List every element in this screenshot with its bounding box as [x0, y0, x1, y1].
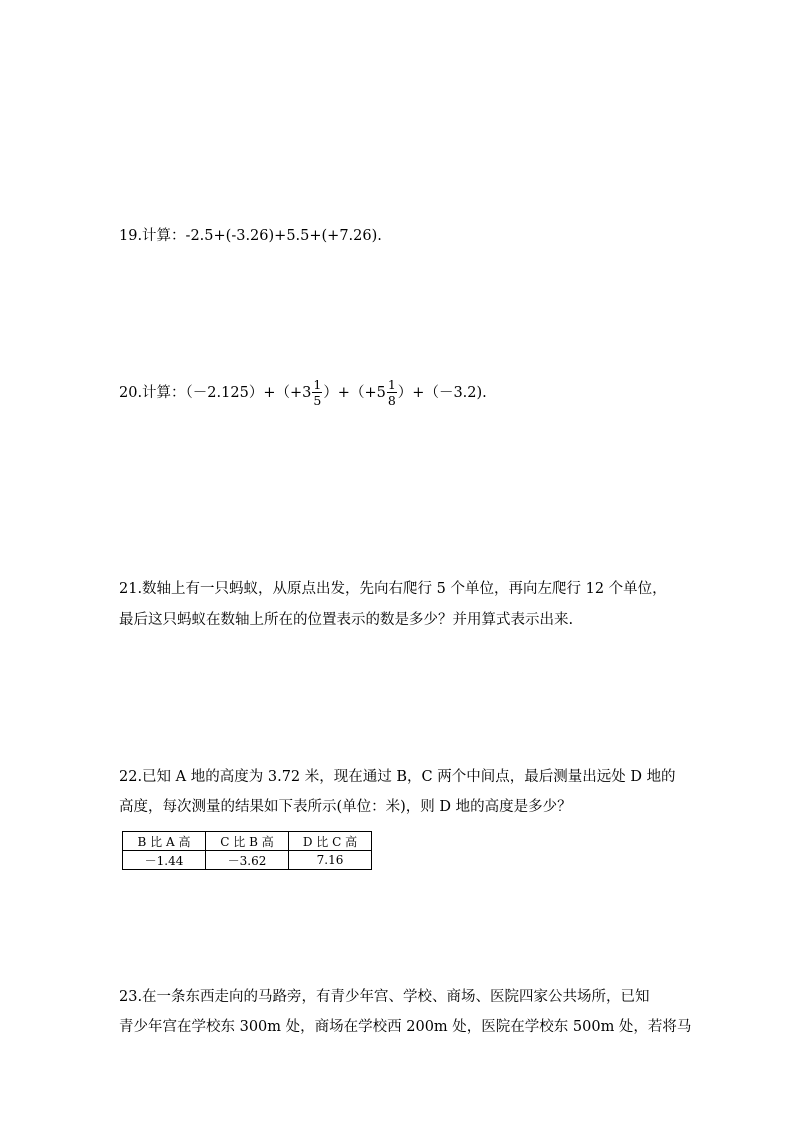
table-cell: －3.62 — [206, 851, 289, 870]
fraction-1-8 — [387, 377, 397, 408]
fraction-numerator: 1 — [313, 377, 322, 392]
question-23-line-2: 青少年宫在学校东 300m 处，商场在学校西 200m 处，医院在学校东 500m 处，若将马 — [119, 1019, 692, 1035]
q20-middle: ）+（+5 — [323, 384, 386, 401]
question-20 — [119, 377, 487, 421]
table-header-cell: C 比 B 高 — [206, 832, 289, 851]
question-22-line-2: 高度，每次测量的结果如下表所示(单位：米)，则 D 地的高度是多少？ — [119, 799, 572, 815]
fraction-denominator: 8 — [387, 393, 396, 408]
fraction-numerator: 1 — [387, 377, 396, 392]
height-table — [122, 831, 372, 870]
question-21-line-1: 21.数轴上有一只蚂蚁，从原点出发，先向右爬行 5 个单位，再向左爬行 12 个单位， — [119, 581, 667, 597]
question-23-line-1: 23.在一条东西走向的马路旁，有青少年宫、学校、商场、医院四家公共场所，已知 — [119, 989, 650, 1005]
question-21-line-2: 最后这只蚂蚁在数轴上所在的位置表示的数是多少？并用算式表示出来. — [119, 612, 574, 628]
table-header-row — [123, 832, 372, 851]
q20-prefix: 20.计算：（－2.125）+（+3 — [119, 384, 312, 401]
fraction-denominator: 5 — [313, 393, 322, 408]
table-cell: 7.16 — [289, 851, 372, 870]
question-19: 19.计算：-2.5+(-3.26)+5.5+(+7.26). — [119, 228, 382, 244]
table-header-cell: B 比 A 高 — [123, 832, 206, 851]
fraction-1-5 — [312, 377, 322, 408]
table-header-cell: D 比 C 高 — [289, 832, 372, 851]
q20-suffix: ）+（－3.2). — [397, 384, 487, 401]
table-row — [123, 851, 372, 870]
question-22-line-1: 22.已知 A 地的高度为 3.72 米，现在通过 B，C 两个中间点，最后测量出远处 D 地的 — [119, 769, 676, 785]
table-cell: －1.44 — [123, 851, 206, 870]
